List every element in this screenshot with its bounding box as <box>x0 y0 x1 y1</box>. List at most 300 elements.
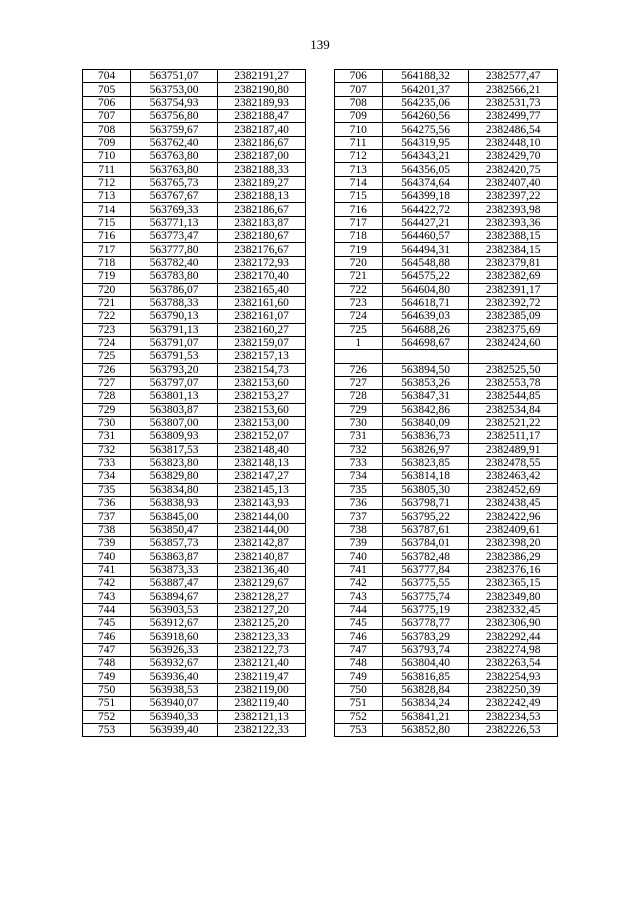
table-row <box>83 683 558 696</box>
point-number-right: 706 <box>334 70 382 83</box>
x-coordinate-left: 563807,00 <box>131 416 218 429</box>
x-coordinate-right: 563816,85 <box>382 670 469 683</box>
y-coordinate-right: 2382386,29 <box>469 550 558 563</box>
table-row <box>83 697 558 710</box>
y-coordinate-left: 2382187,40 <box>217 123 306 136</box>
column-gap <box>306 203 334 216</box>
y-coordinate-right: 2382407,40 <box>469 176 558 189</box>
y-coordinate-right: 2382438,45 <box>469 497 558 510</box>
x-coordinate-right: 564494,31 <box>382 243 469 256</box>
x-coordinate-right: 564201,37 <box>382 83 469 96</box>
point-number-right: 745 <box>334 617 382 630</box>
table-row <box>83 190 558 203</box>
point-number-left: 749 <box>83 670 131 683</box>
table-row <box>83 336 558 349</box>
y-coordinate-right: 2382420,75 <box>469 163 558 176</box>
x-coordinate-right: 563852,80 <box>382 723 469 736</box>
point-number-right: 723 <box>334 296 382 309</box>
y-coordinate-left: 2382165,40 <box>217 283 306 296</box>
y-coordinate-right: 2382379,81 <box>469 256 558 269</box>
x-coordinate-left: 563762,40 <box>131 136 218 149</box>
x-coordinate-left: 563809,93 <box>131 430 218 443</box>
y-coordinate-left: 2382147,27 <box>217 470 306 483</box>
y-coordinate-left: 2382142,87 <box>217 537 306 550</box>
x-coordinate-right: 563894,50 <box>382 363 469 376</box>
column-gap <box>306 136 334 149</box>
x-coordinate-right: 564319,95 <box>382 136 469 149</box>
y-coordinate-right: 2382553,78 <box>469 376 558 389</box>
column-gap <box>306 376 334 389</box>
x-coordinate-left: 563777,80 <box>131 243 218 256</box>
point-number-left: 719 <box>83 270 131 283</box>
x-coordinate-right: 563782,48 <box>382 550 469 563</box>
table-row <box>83 630 558 643</box>
x-coordinate-left: 563834,80 <box>131 483 218 496</box>
table-row <box>83 670 558 683</box>
point-number-right: 711 <box>334 136 382 149</box>
point-number-right: 741 <box>334 563 382 576</box>
y-coordinate-right: 2382566,21 <box>469 83 558 96</box>
y-coordinate-left: 2382144,00 <box>217 510 306 523</box>
column-gap <box>306 617 334 630</box>
y-coordinate-left: 2382188,13 <box>217 190 306 203</box>
x-coordinate-right: 563787,61 <box>382 523 469 536</box>
point-number-left: 752 <box>83 710 131 723</box>
x-coordinate-right: 563778,77 <box>382 617 469 630</box>
table-row <box>83 643 558 656</box>
x-coordinate-right: 564422,72 <box>382 203 469 216</box>
column-gap <box>306 416 334 429</box>
x-coordinate-right: 564427,21 <box>382 216 469 229</box>
y-coordinate-left: 2382148,13 <box>217 456 306 469</box>
column-gap <box>306 723 334 736</box>
column-gap <box>306 70 334 83</box>
column-gap <box>306 163 334 176</box>
x-coordinate-left: 563756,80 <box>131 110 218 123</box>
x-coordinate-left: 563887,47 <box>131 577 218 590</box>
point-number-right: 728 <box>334 390 382 403</box>
point-number-left: 706 <box>83 96 131 109</box>
y-coordinate-left: 2382154,73 <box>217 363 306 376</box>
y-coordinate-right: 2382398,20 <box>469 537 558 550</box>
column-gap <box>306 550 334 563</box>
x-coordinate-left: 563790,13 <box>131 310 218 323</box>
x-coordinate-left: 563823,80 <box>131 456 218 469</box>
y-coordinate-left: 2382190,80 <box>217 83 306 96</box>
point-number-left: 707 <box>83 110 131 123</box>
point-number-left: 724 <box>83 336 131 349</box>
point-number-left: 709 <box>83 136 131 149</box>
column-gap <box>306 657 334 670</box>
y-coordinate-right: 2382478,55 <box>469 456 558 469</box>
point-number-right: 729 <box>334 403 382 416</box>
x-coordinate-left: 563857,73 <box>131 537 218 550</box>
point-number-left: 750 <box>83 683 131 696</box>
table-row <box>83 657 558 670</box>
y-coordinate-right: 2382226,53 <box>469 723 558 736</box>
point-number-right: 738 <box>334 523 382 536</box>
y-coordinate-right: 2382365,15 <box>469 577 558 590</box>
x-coordinate-right: 564548,88 <box>382 256 469 269</box>
y-coordinate-right: 2382376,16 <box>469 563 558 576</box>
point-number-left: 728 <box>83 390 131 403</box>
point-number-left: 748 <box>83 657 131 670</box>
y-coordinate-left: 2382123,33 <box>217 630 306 643</box>
point-number-right: 716 <box>334 203 382 216</box>
x-coordinate-left: 563873,33 <box>131 563 218 576</box>
column-gap <box>306 697 334 710</box>
y-coordinate-right: 2382534,84 <box>469 403 558 416</box>
x-coordinate-right: 564698,67 <box>382 336 469 349</box>
y-coordinate-right: 2382375,69 <box>469 323 558 336</box>
y-coordinate-left: 2382153,60 <box>217 403 306 416</box>
y-coordinate-right: 2382397,22 <box>469 190 558 203</box>
table-row <box>83 176 558 189</box>
x-coordinate-right: 563828,84 <box>382 683 469 696</box>
column-gap <box>306 96 334 109</box>
x-coordinate-right: 563793,74 <box>382 643 469 656</box>
point-number-right: 752 <box>334 710 382 723</box>
x-coordinate-left: 563769,33 <box>131 203 218 216</box>
point-number-right: 748 <box>334 657 382 670</box>
point-number-left: 718 <box>83 256 131 269</box>
y-coordinate-left: 2382153,27 <box>217 390 306 403</box>
table-row <box>83 150 558 163</box>
column-gap <box>306 537 334 550</box>
table-row <box>83 497 558 510</box>
point-number-right: 721 <box>334 270 382 283</box>
point-number-left: 731 <box>83 430 131 443</box>
column-gap <box>306 390 334 403</box>
x-coordinate-right: 564275,56 <box>382 123 469 136</box>
table-row <box>83 550 558 563</box>
column-gap <box>306 670 334 683</box>
y-coordinate-right: 2382332,45 <box>469 603 558 616</box>
x-coordinate-right: 563842,86 <box>382 403 469 416</box>
y-coordinate-left: 2382122,33 <box>217 723 306 736</box>
point-number-left: 715 <box>83 216 131 229</box>
y-coordinate-left: 2382145,13 <box>217 483 306 496</box>
column-gap <box>306 603 334 616</box>
y-coordinate-left: 2382188,47 <box>217 110 306 123</box>
column-gap <box>306 577 334 590</box>
x-coordinate-right: 563823,85 <box>382 456 469 469</box>
point-number-right: 735 <box>334 483 382 496</box>
x-coordinate-left: 563759,67 <box>131 123 218 136</box>
point-number-left: 722 <box>83 310 131 323</box>
x-coordinate-right: 563784,01 <box>382 537 469 550</box>
x-coordinate-left: 563939,40 <box>131 723 218 736</box>
point-number-right: 709 <box>334 110 382 123</box>
y-coordinate-right: 2382250,39 <box>469 683 558 696</box>
x-coordinate-left: 563771,13 <box>131 216 218 229</box>
point-number-left: 705 <box>83 83 131 96</box>
column-gap <box>306 283 334 296</box>
point-number-left: 753 <box>83 723 131 736</box>
column-gap <box>306 216 334 229</box>
table-row <box>83 376 558 389</box>
y-coordinate-left: 2382191,27 <box>217 70 306 83</box>
point-number-right: 715 <box>334 190 382 203</box>
table-row <box>83 483 558 496</box>
x-coordinate-right: 563840,09 <box>382 416 469 429</box>
x-coordinate-right: 564460,57 <box>382 230 469 243</box>
column-gap <box>306 110 334 123</box>
x-coordinate-left: 563793,20 <box>131 363 218 376</box>
x-coordinate-right: 563853,26 <box>382 376 469 389</box>
y-coordinate-right <box>469 350 558 363</box>
column-gap <box>306 176 334 189</box>
y-coordinate-right: 2382422,96 <box>469 510 558 523</box>
y-coordinate-left: 2382153,00 <box>217 416 306 429</box>
y-coordinate-left: 2382121,13 <box>217 710 306 723</box>
y-coordinate-left: 2382148,40 <box>217 443 306 456</box>
x-coordinate-left: 563938,53 <box>131 683 218 696</box>
x-coordinate-right: 564639,03 <box>382 310 469 323</box>
table-row <box>83 243 558 256</box>
point-number-left: 726 <box>83 363 131 376</box>
x-coordinate-left: 563850,47 <box>131 523 218 536</box>
point-number-right: 724 <box>334 310 382 323</box>
point-number-right: 725 <box>334 323 382 336</box>
y-coordinate-right: 2382452,69 <box>469 483 558 496</box>
x-coordinate-left: 563918,60 <box>131 630 218 643</box>
table-row <box>83 723 558 736</box>
x-coordinate-left: 563845,00 <box>131 510 218 523</box>
x-coordinate-left: 563754,93 <box>131 96 218 109</box>
column-gap <box>306 590 334 603</box>
column-gap <box>306 497 334 510</box>
table-row <box>83 430 558 443</box>
table-row <box>83 710 558 723</box>
x-coordinate-left: 563801,13 <box>131 390 218 403</box>
point-number-left: 747 <box>83 643 131 656</box>
point-number-right: 750 <box>334 683 382 696</box>
x-coordinate-right: 563814,18 <box>382 470 469 483</box>
x-coordinate-right: 563798,71 <box>382 497 469 510</box>
x-coordinate-right: 563805,30 <box>382 483 469 496</box>
column-gap <box>306 270 334 283</box>
table-row <box>83 577 558 590</box>
table-row <box>83 216 558 229</box>
point-number-right: 733 <box>334 456 382 469</box>
x-coordinate-left: 563940,07 <box>131 697 218 710</box>
y-coordinate-right: 2382274,98 <box>469 643 558 656</box>
point-number-left: 742 <box>83 577 131 590</box>
table-row <box>83 603 558 616</box>
x-coordinate-left: 563926,33 <box>131 643 218 656</box>
x-coordinate-left: 563912,67 <box>131 617 218 630</box>
table-row <box>83 563 558 576</box>
point-number-left: 721 <box>83 296 131 309</box>
x-coordinate-right: 564399,18 <box>382 190 469 203</box>
y-coordinate-left: 2382187,00 <box>217 150 306 163</box>
point-number-right: 731 <box>334 430 382 443</box>
column-gap <box>306 683 334 696</box>
column-gap <box>306 256 334 269</box>
x-coordinate-right: 564618,71 <box>382 296 469 309</box>
y-coordinate-left: 2382176,67 <box>217 243 306 256</box>
table-row <box>83 70 558 83</box>
column-gap <box>306 296 334 309</box>
point-number-right: 713 <box>334 163 382 176</box>
y-coordinate-left: 2382189,93 <box>217 96 306 109</box>
y-coordinate-left: 2382152,07 <box>217 430 306 443</box>
point-number-left: 751 <box>83 697 131 710</box>
x-coordinate-right: 564188,32 <box>382 70 469 83</box>
column-gap <box>306 323 334 336</box>
page-number: 139 <box>310 37 330 52</box>
point-number-right: 714 <box>334 176 382 189</box>
column-gap <box>306 336 334 349</box>
x-coordinate-right: 563777,84 <box>382 563 469 576</box>
table-row <box>83 256 558 269</box>
x-coordinate-left: 563829,80 <box>131 470 218 483</box>
point-number-right: 719 <box>334 243 382 256</box>
point-number-right: 739 <box>334 537 382 550</box>
point-number-left: 714 <box>83 203 131 216</box>
x-coordinate-left: 563791,53 <box>131 350 218 363</box>
y-coordinate-right: 2382499,77 <box>469 110 558 123</box>
x-coordinate-right: 564356,05 <box>382 163 469 176</box>
point-number-right: 722 <box>334 283 382 296</box>
table-row <box>83 96 558 109</box>
y-coordinate-left: 2382128,27 <box>217 590 306 603</box>
x-coordinate-right: 564688,26 <box>382 323 469 336</box>
point-number-right: 734 <box>334 470 382 483</box>
x-coordinate-left: 563838,93 <box>131 497 218 510</box>
point-number-left: 744 <box>83 603 131 616</box>
x-coordinate-left: 563817,53 <box>131 443 218 456</box>
table-row <box>83 296 558 309</box>
y-coordinate-right: 2382463,42 <box>469 470 558 483</box>
point-number-left: 735 <box>83 483 131 496</box>
x-coordinate-right: 563795,22 <box>382 510 469 523</box>
y-coordinate-right: 2382424,60 <box>469 336 558 349</box>
point-number-right: 746 <box>334 630 382 643</box>
x-coordinate-right: 563847,31 <box>382 390 469 403</box>
column-gap <box>306 123 334 136</box>
point-number-left: 740 <box>83 550 131 563</box>
y-coordinate-right: 2382525,50 <box>469 363 558 376</box>
x-coordinate-left: 563765,73 <box>131 176 218 189</box>
column-gap <box>306 190 334 203</box>
column-gap <box>306 150 334 163</box>
table-row <box>83 163 558 176</box>
point-number-right: 732 <box>334 443 382 456</box>
x-coordinate-right: 564235,06 <box>382 96 469 109</box>
x-coordinate-left: 563797,07 <box>131 376 218 389</box>
point-number-right: 737 <box>334 510 382 523</box>
table-row <box>83 590 558 603</box>
table-row <box>83 470 558 483</box>
x-coordinate-left: 563788,33 <box>131 296 218 309</box>
x-coordinate-right: 563783,29 <box>382 630 469 643</box>
x-coordinate-left: 563763,80 <box>131 163 218 176</box>
x-coordinate-left: 563803,87 <box>131 403 218 416</box>
point-number-left: 739 <box>83 537 131 550</box>
y-coordinate-right: 2382511,17 <box>469 430 558 443</box>
point-number-left: 736 <box>83 497 131 510</box>
y-coordinate-right: 2382242,49 <box>469 697 558 710</box>
table-row <box>83 510 558 523</box>
point-number-left: 720 <box>83 283 131 296</box>
x-coordinate-right: 563834,24 <box>382 697 469 710</box>
y-coordinate-right: 2382349,80 <box>469 590 558 603</box>
table-row <box>83 283 558 296</box>
table-row <box>83 523 558 536</box>
table-row <box>83 270 558 283</box>
point-number-left: 743 <box>83 590 131 603</box>
point-number-right: 720 <box>334 256 382 269</box>
y-coordinate-left: 2382129,67 <box>217 577 306 590</box>
table-row <box>83 323 558 336</box>
point-number-left: 725 <box>83 350 131 363</box>
point-number-right: 743 <box>334 590 382 603</box>
y-coordinate-left: 2382125,20 <box>217 617 306 630</box>
y-coordinate-left: 2382161,07 <box>217 310 306 323</box>
y-coordinate-right: 2382384,15 <box>469 243 558 256</box>
y-coordinate-right: 2382544,85 <box>469 390 558 403</box>
y-coordinate-left: 2382136,40 <box>217 563 306 576</box>
coordinates-table-body <box>83 70 558 737</box>
point-number-left: 712 <box>83 176 131 189</box>
table-row <box>83 83 558 96</box>
y-coordinate-right: 2382448,10 <box>469 136 558 149</box>
x-coordinate-right: 564343,21 <box>382 150 469 163</box>
y-coordinate-right: 2382391,17 <box>469 283 558 296</box>
x-coordinate-left: 563786,07 <box>131 283 218 296</box>
y-coordinate-right: 2382489,91 <box>469 443 558 456</box>
y-coordinate-left: 2382172,93 <box>217 256 306 269</box>
column-gap <box>306 350 334 363</box>
x-coordinate-right: 563804,40 <box>382 657 469 670</box>
column-gap <box>306 83 334 96</box>
point-number-left: 710 <box>83 150 131 163</box>
x-coordinate-right: 564374,64 <box>382 176 469 189</box>
point-number-right: 718 <box>334 230 382 243</box>
table-row <box>83 350 558 363</box>
y-coordinate-left: 2382180,67 <box>217 230 306 243</box>
y-coordinate-left: 2382127,20 <box>217 603 306 616</box>
y-coordinate-left: 2382189,27 <box>217 176 306 189</box>
column-gap <box>306 563 334 576</box>
table-row <box>83 456 558 469</box>
point-number-right: 751 <box>334 697 382 710</box>
point-number-right: 747 <box>334 643 382 656</box>
y-coordinate-right: 2382486,54 <box>469 123 558 136</box>
x-coordinate-left: 563783,80 <box>131 270 218 283</box>
y-coordinate-left: 2382119,47 <box>217 670 306 683</box>
point-number-right: 708 <box>334 96 382 109</box>
y-coordinate-right: 2382531,73 <box>469 96 558 109</box>
y-coordinate-left: 2382160,27 <box>217 323 306 336</box>
point-number-right: 736 <box>334 497 382 510</box>
point-number-right: 742 <box>334 577 382 590</box>
y-coordinate-left: 2382144,00 <box>217 523 306 536</box>
y-coordinate-right: 2382263,54 <box>469 657 558 670</box>
y-coordinate-right: 2382254,93 <box>469 670 558 683</box>
point-number-right: 749 <box>334 670 382 683</box>
column-gap <box>306 363 334 376</box>
y-coordinate-left: 2382170,40 <box>217 270 306 283</box>
x-coordinate-right: 563826,97 <box>382 443 469 456</box>
x-coordinate-left: 563894,67 <box>131 590 218 603</box>
column-gap <box>306 443 334 456</box>
point-number-left: 741 <box>83 563 131 576</box>
x-coordinate-left: 563940,33 <box>131 710 218 723</box>
table-row <box>83 203 558 216</box>
